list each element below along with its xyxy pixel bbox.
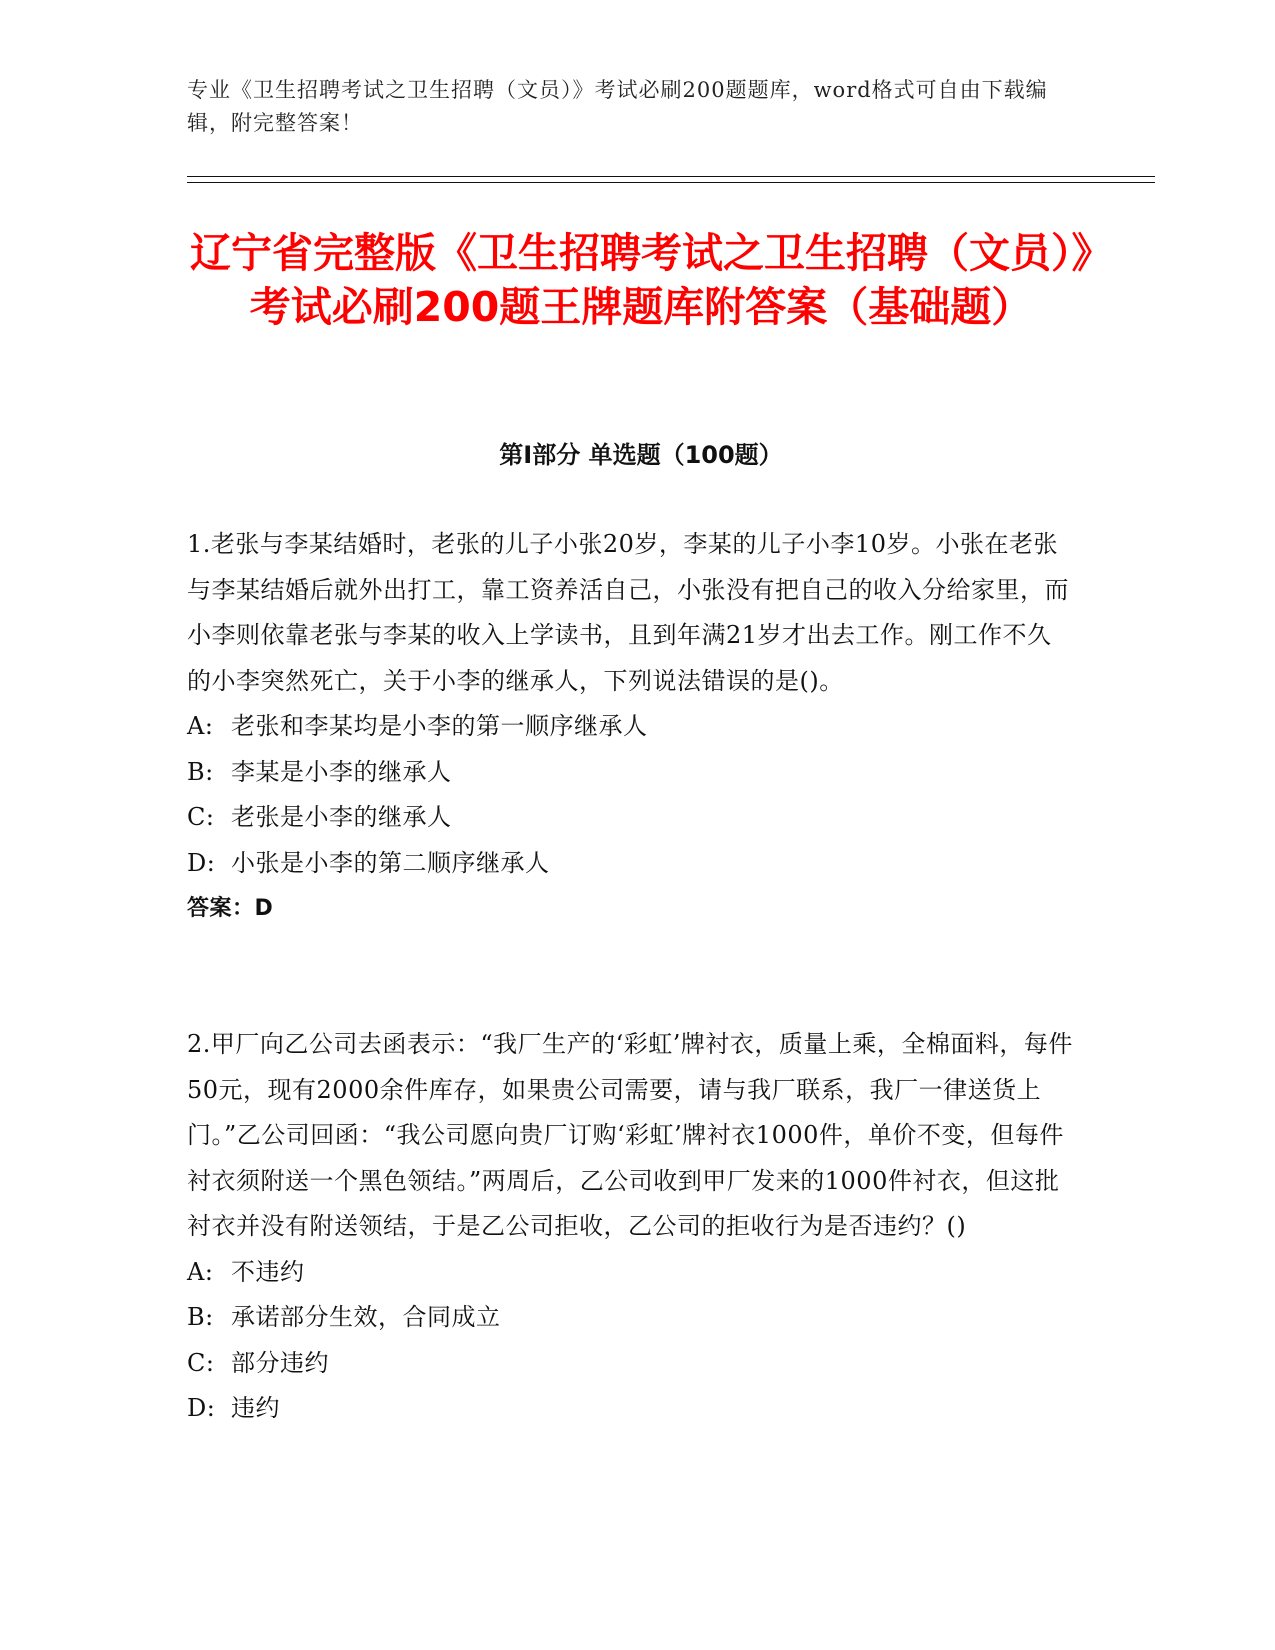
- question-stem: 1.老张与李某结婚时，老张的儿子小张20岁，李某的儿子小李10岁。小张在老张与李某结婚后就外出打工，靠工资养活自己，小张没有把自己的收入分给家里，而小李则依靠老张与李某的收入上学读书，且到年满21岁才出去工作。刚工作不久的小李突然死亡，关于小李的继承人，下列说法错误的是()。: [187, 530, 1069, 695]
- header-note: 专业《卫生招聘考试之卫生招聘（文员）》考试必刷200题题库，word格式可自由下载编辑，附完整答案！: [187, 78, 1048, 135]
- question-2: [187, 1022, 1073, 1432]
- option-key: C:: [187, 1348, 215, 1377]
- question-stem: 2.甲厂向乙公司去函表示：“我厂生产的‘彩虹’牌衬衣，质量上乘，全棉面料，每件50元，现有2000余件库存，如果贵公司需要，请与我厂联系，我厂一律送货上门。”乙公司回函：“我公司愿向贵厂订购‘彩虹’牌衬衣1000件，单价不变，但每件衬衣须附送一个黑色领结。”两周后，乙公司收到甲厂发来的1000件衬衣，但这批衬衣并没有附送领结，于是乙公司拒收，乙公司的拒收行为是否违约？(): [187, 1030, 1073, 1240]
- option-text: 老张是小李的继承人: [231, 803, 452, 831]
- option-a: [187, 1250, 1073, 1296]
- option-key: D:: [187, 1394, 216, 1422]
- option-key: B:: [187, 1303, 214, 1331]
- option-key: A:: [187, 712, 214, 740]
- question-1: [187, 522, 1073, 932]
- document-title: 辽宁省完整版《卫生招聘考试之卫生招聘（文员）》考试必刷200题王牌题库附答案（基础题）: [190, 229, 1092, 331]
- option-a: [187, 704, 1073, 750]
- section-heading: 第I部分 单选题（100题）: [499, 441, 783, 469]
- option-text: 小张是小李的第二顺序继承人: [231, 848, 550, 877]
- option-c: [187, 1341, 1073, 1387]
- option-text: 部分违约: [231, 1348, 329, 1377]
- header-rule-thin: [187, 182, 1155, 183]
- option-text: 违约: [231, 1394, 280, 1422]
- option-d: [187, 1386, 1073, 1432]
- option-b: [187, 1295, 1073, 1341]
- option-c: [187, 795, 1073, 841]
- option-text: 不违约: [231, 1257, 305, 1286]
- option-key: C:: [187, 803, 215, 831]
- option-text: 李某是小李的继承人: [231, 757, 452, 786]
- option-b: [187, 750, 1073, 796]
- header-rule-thick: [187, 176, 1155, 177]
- option-key: D:: [187, 848, 216, 877]
- option-text: 老张和李某均是小李的第一顺序继承人: [231, 712, 648, 740]
- option-d: [187, 841, 1073, 887]
- option-key: B:: [187, 757, 214, 786]
- option-key: A:: [187, 1257, 214, 1286]
- answer-line: 答案：D: [187, 896, 274, 921]
- option-text: 承诺部分生效，合同成立: [231, 1303, 501, 1331]
